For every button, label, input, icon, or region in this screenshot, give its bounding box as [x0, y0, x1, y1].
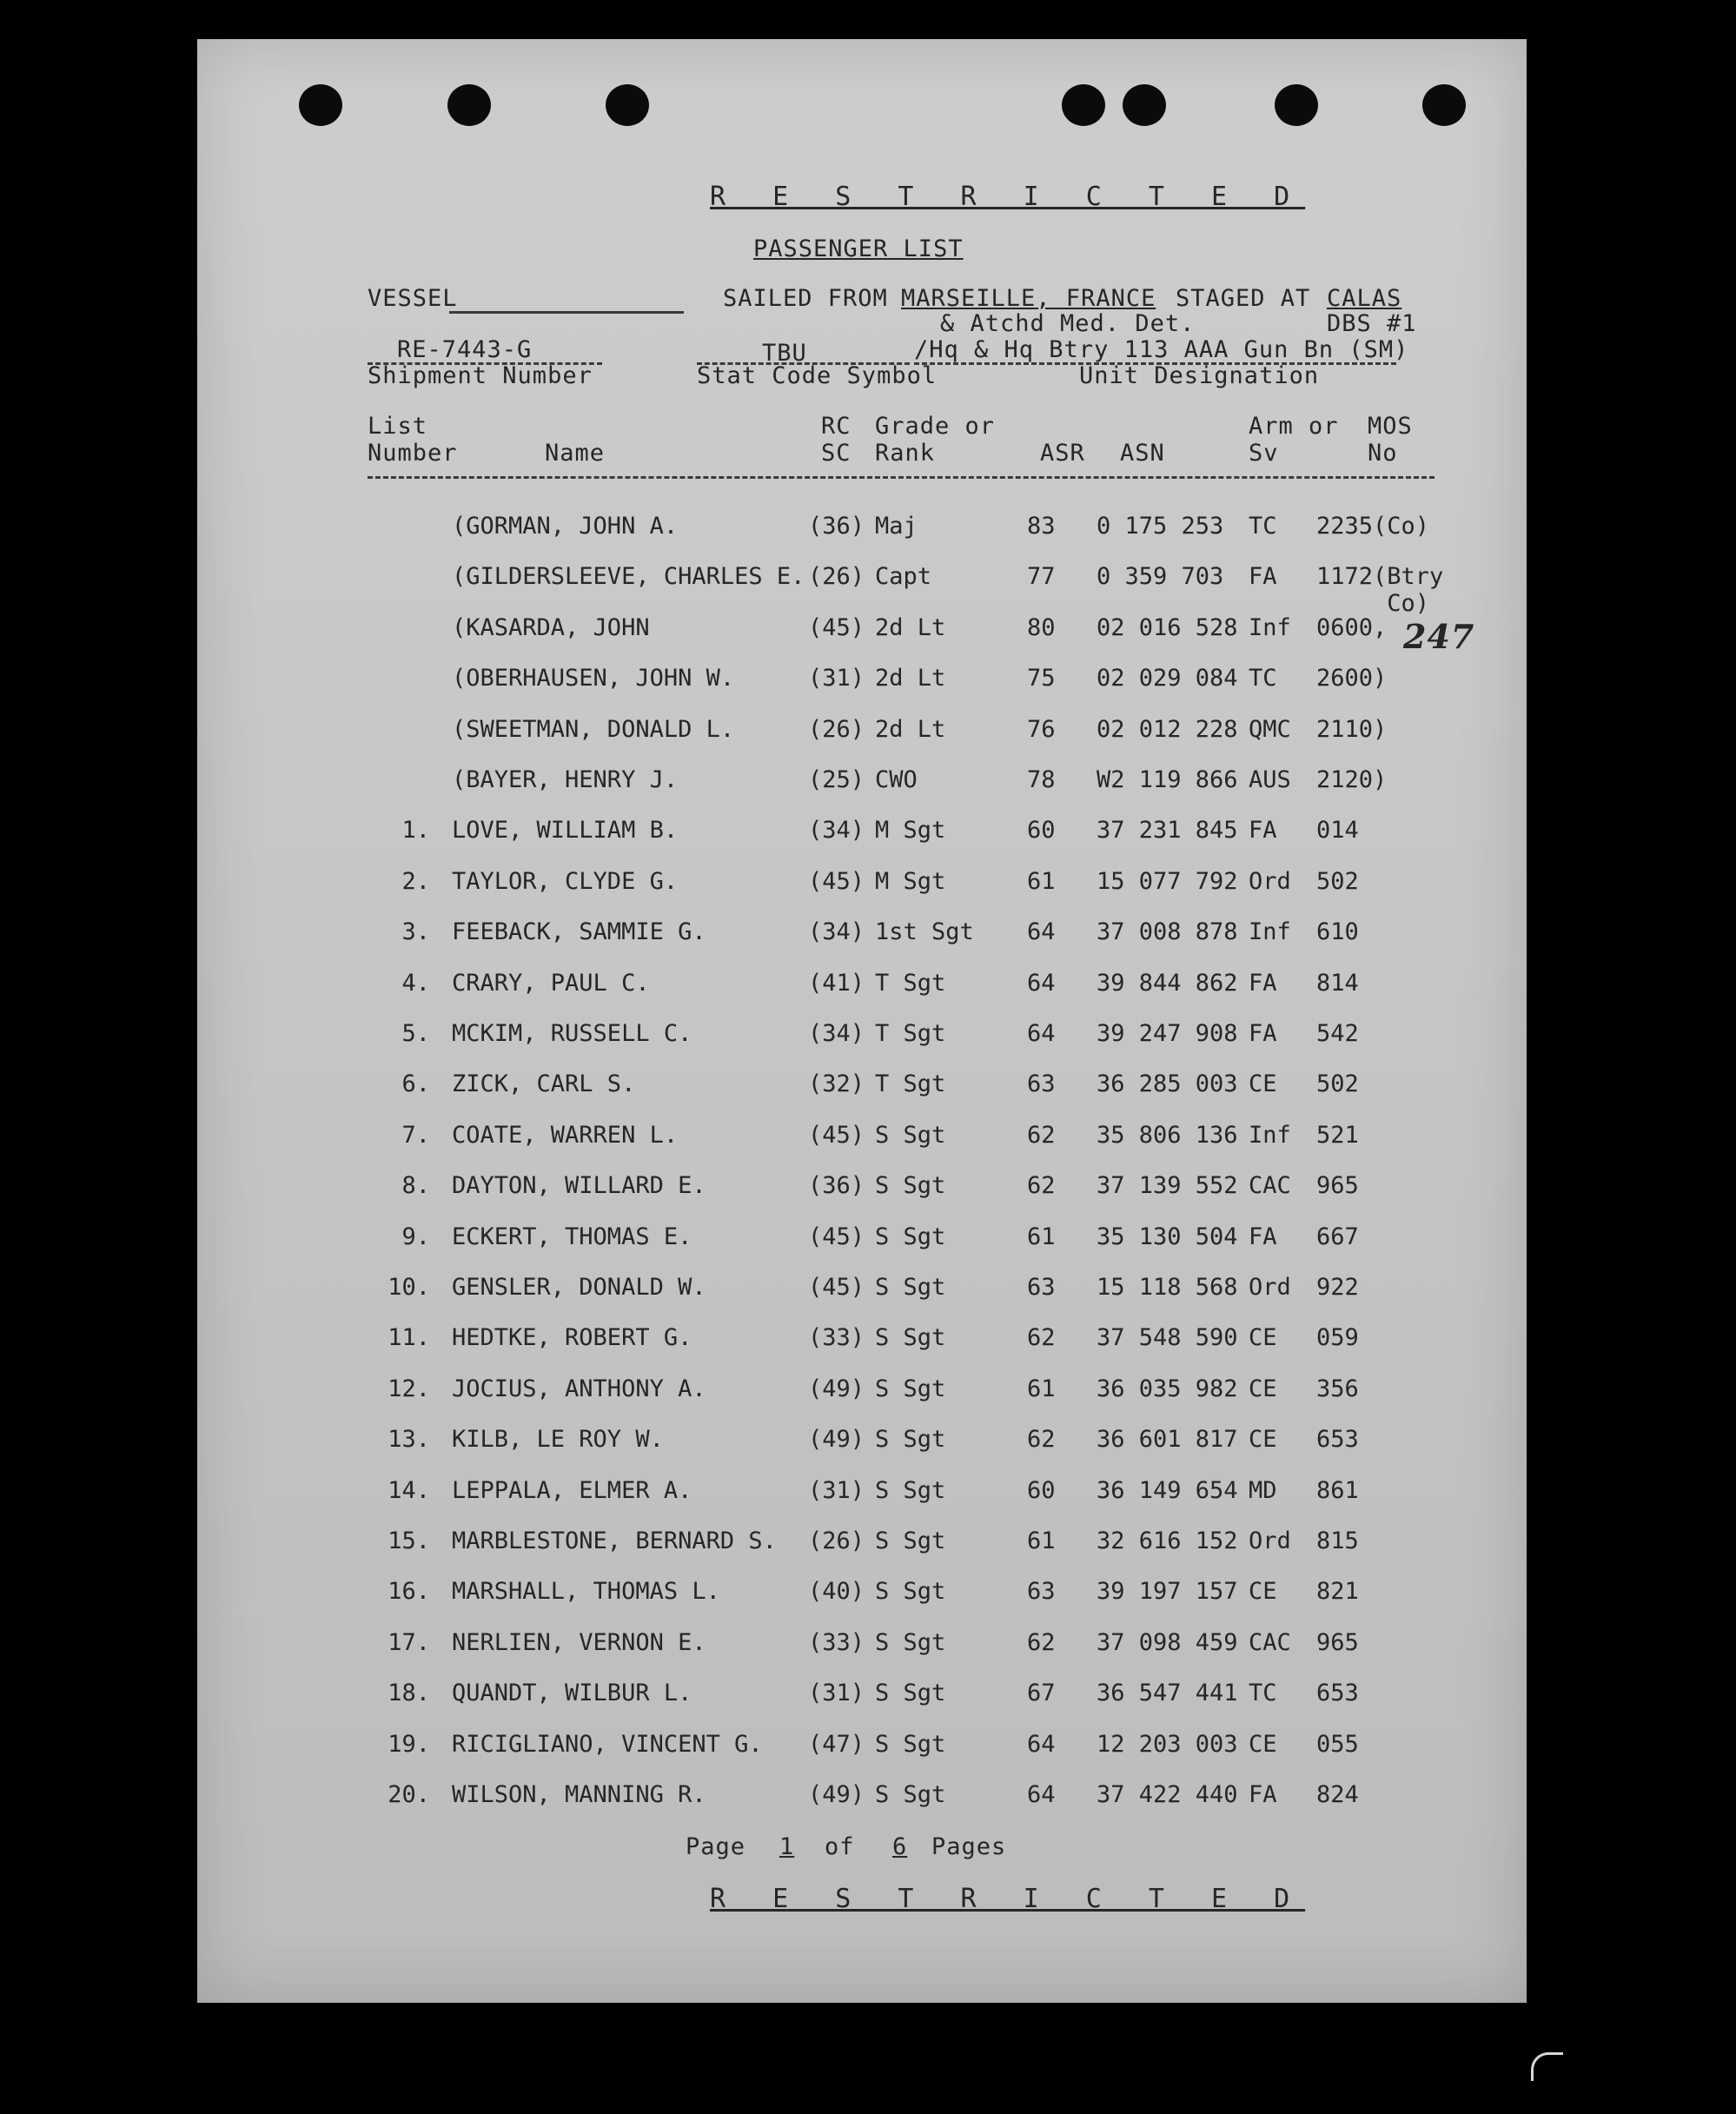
row-asr: 64	[1027, 1020, 1056, 1047]
row-rc-sc: (33)	[808, 1324, 865, 1352]
row-list-number: 14.	[388, 1476, 430, 1504]
row-asn: 36 285 003	[1097, 1070, 1238, 1098]
table-row	[197, 1020, 1527, 1055]
row-grade: M Sgt	[875, 867, 946, 895]
row-name: COATE, WARREN L.	[452, 1121, 679, 1149]
row-asn: 0 359 703	[1097, 563, 1224, 591]
row-asr: 63	[1027, 1578, 1056, 1606]
row-grade: S Sgt	[875, 1375, 946, 1402]
row-asr: 61	[1027, 1375, 1056, 1402]
row-mos: 2110)	[1316, 715, 1388, 743]
table-row	[197, 817, 1527, 852]
row-arm: CAC	[1249, 1628, 1291, 1656]
page-current: 1	[779, 1833, 795, 1860]
row-rc-sc: (31)	[808, 665, 865, 693]
row-asr: 80	[1027, 613, 1056, 641]
row-asr: 63	[1027, 1274, 1056, 1301]
row-grade: S Sgt	[875, 1781, 946, 1808]
row-arm: AUS	[1249, 766, 1291, 793]
row-arm: FA	[1249, 563, 1277, 591]
row-arm: Inf	[1249, 918, 1291, 946]
row-rc-sc: (45)	[808, 1274, 865, 1301]
row-asr: 62	[1027, 1121, 1056, 1149]
row-rc-sc: (34)	[808, 1020, 865, 1047]
row-name: DAYTON, WILLARD E.	[452, 1172, 706, 1200]
row-mos: 922	[1316, 1274, 1359, 1301]
staged-at-value: CALAS	[1327, 285, 1402, 312]
row-rc-sc: (31)	[808, 1476, 865, 1504]
row-asr: 64	[1027, 1730, 1056, 1758]
table-row	[197, 1274, 1527, 1309]
row-grade: Capt	[875, 563, 932, 591]
row-grade: 1st Sgt	[875, 918, 974, 946]
row-asn: 37 098 459	[1097, 1628, 1238, 1656]
vessel-label: VESSEL	[368, 285, 458, 312]
punch-hole	[1422, 84, 1466, 126]
of-label: of	[825, 1833, 855, 1860]
row-rc-sc: (31)	[808, 1680, 865, 1707]
col-header-asr: ASR	[1040, 440, 1085, 467]
row-asr: 77	[1027, 563, 1056, 591]
row-grade: S Sgt	[875, 1324, 946, 1352]
row-name: (SWEETMAN, DONALD L.	[452, 715, 735, 743]
row-asr: 62	[1027, 1628, 1056, 1656]
row-rc-sc: (26)	[808, 563, 865, 591]
col-header-asn: ASN	[1120, 440, 1165, 467]
row-list-number: 3.	[401, 918, 430, 946]
row-asn: 36 035 982	[1097, 1375, 1238, 1402]
punch-hole	[447, 84, 491, 126]
row-mos: 667	[1316, 1223, 1359, 1250]
row-asr: 64	[1027, 1781, 1056, 1808]
row-rc-sc: (49)	[808, 1375, 865, 1402]
stat-code-label: Stat Code Symbol	[697, 362, 938, 389]
row-mos: 965	[1316, 1172, 1359, 1200]
row-mos: 521	[1316, 1121, 1359, 1149]
row-asn: 0 175 253	[1097, 513, 1224, 540]
table-row	[197, 513, 1527, 547]
row-list-number: 9.	[401, 1223, 430, 1250]
table-row	[197, 1629, 1527, 1664]
row-rc-sc: (45)	[808, 1121, 865, 1149]
row-asr: 76	[1027, 715, 1056, 743]
table-row	[197, 868, 1527, 903]
row-mos: 014	[1316, 817, 1359, 845]
row-asr: 64	[1027, 969, 1056, 997]
row-list-number: 1.	[401, 817, 430, 845]
row-list-number: 16.	[388, 1578, 430, 1606]
row-list-number: 11.	[388, 1324, 430, 1352]
row-mos: 2120)	[1316, 766, 1388, 793]
row-arm: CE	[1249, 1324, 1277, 1352]
unit-designation-label: Unit Designation	[1079, 362, 1320, 389]
row-asn: 35 130 504	[1097, 1223, 1238, 1250]
row-name: TAYLOR, CLYDE G.	[452, 867, 679, 895]
sailed-from-value: MARSEILLE, FRANCE	[901, 285, 1156, 312]
table-row	[197, 1070, 1527, 1105]
row-list-number: 19.	[388, 1730, 430, 1758]
shipment-number-label: Shipment Number	[368, 362, 593, 389]
row-asn: 15 077 792	[1097, 867, 1238, 895]
row-list-number: 17.	[388, 1628, 430, 1656]
row-mos: 356	[1316, 1375, 1359, 1402]
row-name: (GORMAN, JOHN A.	[452, 513, 679, 540]
row-grade: S Sgt	[875, 1476, 946, 1504]
row-asn: 37 008 878	[1097, 918, 1238, 946]
row-asn: 39 247 908	[1097, 1020, 1238, 1047]
table-row	[197, 1578, 1527, 1613]
row-asn: 15 118 568	[1097, 1274, 1238, 1301]
row-rc-sc: (34)	[808, 918, 865, 946]
row-arm: CE	[1249, 1426, 1277, 1454]
row-arm: Ord	[1249, 867, 1291, 895]
row-list-number: 7.	[401, 1121, 430, 1149]
row-grade: S Sgt	[875, 1680, 946, 1707]
row-asn: 37 422 440	[1097, 1781, 1238, 1808]
row-mos: 059	[1316, 1324, 1359, 1352]
col-header-mos: MOS No	[1368, 413, 1413, 467]
row-mos: 965	[1316, 1628, 1359, 1656]
page-total: 6	[892, 1833, 908, 1860]
row-name: (GILDERSLEEVE, CHARLES E.	[452, 563, 805, 591]
row-arm: TC	[1249, 665, 1277, 693]
row-asn: W2 119 866	[1097, 766, 1238, 793]
row-mos: 0600,	[1316, 613, 1388, 641]
row-arm: CE	[1249, 1375, 1277, 1402]
row-asr: 63	[1027, 1070, 1056, 1098]
row-grade: S Sgt	[875, 1172, 946, 1200]
row-grade: T Sgt	[875, 969, 946, 997]
row-list-number: 10.	[388, 1274, 430, 1301]
punch-hole	[1123, 84, 1166, 126]
row-asr: 67	[1027, 1680, 1056, 1707]
stat-code-value: TBU	[762, 340, 807, 367]
row-name: QUANDT, WILBUR L.	[452, 1680, 692, 1707]
row-rc-sc: (32)	[808, 1070, 865, 1098]
corner-mark	[1531, 2052, 1563, 2081]
col-header-name: Name	[545, 440, 606, 467]
row-rc-sc: (26)	[808, 715, 865, 743]
table-row	[197, 1680, 1527, 1714]
row-arm: CE	[1249, 1730, 1277, 1758]
punch-hole	[606, 84, 649, 126]
page-label: Page	[686, 1833, 746, 1860]
table-row	[197, 665, 1527, 699]
row-name: JOCIUS, ANTHONY A.	[452, 1375, 706, 1402]
table-row	[197, 1223, 1527, 1258]
row-grade: 2d Lt	[875, 665, 946, 693]
table-row	[197, 1477, 1527, 1512]
row-asr: 62	[1027, 1324, 1056, 1352]
classification-header: R E S T R I C T E D	[710, 182, 1306, 212]
row-grade: S Sgt	[875, 1223, 946, 1250]
row-rc-sc: (45)	[808, 1223, 865, 1250]
row-name: MARSHALL, THOMAS L.	[452, 1578, 720, 1606]
row-mos: 815	[1316, 1528, 1359, 1554]
row-rc-sc: (40)	[808, 1578, 865, 1606]
row-asr: 64	[1027, 918, 1056, 946]
row-name: CRARY, PAUL C.	[452, 969, 650, 997]
punch-hole	[1062, 84, 1105, 126]
table-row	[197, 766, 1527, 801]
row-list-number: 5.	[401, 1020, 430, 1047]
punch-hole	[299, 84, 342, 126]
row-list-number: 8.	[401, 1172, 430, 1200]
row-grade: S Sgt	[875, 1730, 946, 1758]
row-rc-sc: (49)	[808, 1781, 865, 1808]
row-asn: 39 844 862	[1097, 969, 1238, 997]
staged-at-label: STAGED AT	[1176, 285, 1311, 312]
row-list-number: 2.	[401, 867, 430, 895]
row-list-number: 6.	[401, 1070, 430, 1098]
col-header-grade: Grade or Rank	[875, 413, 996, 467]
table-row	[197, 1426, 1527, 1461]
row-arm: CE	[1249, 1070, 1277, 1098]
row-name: (BAYER, HENRY J.	[452, 766, 679, 793]
row-asn: 37 231 845	[1097, 817, 1238, 845]
unit-designation-value: /Hq & Hq Btry 113 AAA Gun Bn (SM)	[914, 336, 1409, 363]
table-row	[197, 1731, 1527, 1766]
row-mos: 610	[1316, 918, 1359, 946]
row-name: GENSLER, DONALD W.	[452, 1274, 706, 1301]
row-grade: T Sgt	[875, 1070, 946, 1098]
row-arm: QMC	[1249, 715, 1291, 743]
row-asr: 60	[1027, 1476, 1056, 1504]
table-row	[197, 614, 1527, 649]
attached-unit: & Atchd Med. Det.	[940, 310, 1196, 337]
row-rc-sc: (34)	[808, 817, 865, 845]
row-asr: 61	[1027, 867, 1056, 895]
row-list-number: 12.	[388, 1375, 430, 1402]
row-grade: S Sgt	[875, 1274, 946, 1301]
row-list-number: 18.	[388, 1680, 430, 1707]
row-mos: 542	[1316, 1020, 1359, 1047]
row-grade: S Sgt	[875, 1121, 946, 1149]
col-header-rc-sc: RC SC	[821, 413, 851, 467]
row-grade: 2d Lt	[875, 613, 946, 641]
table-row	[197, 563, 1527, 618]
table-row	[197, 1324, 1527, 1359]
row-name: LOVE, WILLIAM B.	[452, 817, 679, 845]
dbs-number: DBS #1	[1327, 310, 1417, 337]
row-arm: FA	[1249, 1020, 1277, 1047]
row-arm: TC	[1249, 1680, 1277, 1707]
form-title: PASSENGER LIST	[753, 235, 964, 262]
row-mos: 653	[1316, 1426, 1359, 1454]
row-rc-sc: (41)	[808, 969, 865, 997]
sailed-from-label: SAILED FROM	[723, 285, 888, 312]
row-mos: 2235(Co)	[1316, 513, 1430, 540]
row-rc-sc: (45)	[808, 867, 865, 895]
row-asr: 61	[1027, 1223, 1056, 1250]
handwritten-page-number: 247	[1403, 617, 1475, 656]
row-grade: S Sgt	[875, 1528, 946, 1554]
row-arm: FA	[1249, 1781, 1277, 1808]
row-asr: 75	[1027, 665, 1056, 693]
row-grade: M Sgt	[875, 817, 946, 845]
row-rc-sc: (36)	[808, 513, 865, 540]
row-rc-sc: (25)	[808, 766, 865, 793]
row-arm: CAC	[1249, 1172, 1291, 1200]
row-arm: Inf	[1249, 613, 1291, 641]
row-asr: 83	[1027, 513, 1056, 540]
row-asn: 37 548 590	[1097, 1324, 1238, 1352]
row-mos: 814	[1316, 969, 1359, 997]
row-name: RICIGLIANO, VINCENT G.	[452, 1730, 763, 1758]
table-row	[197, 918, 1527, 953]
row-asn: 02 012 228	[1097, 715, 1238, 743]
row-list-number: 15.	[388, 1528, 430, 1554]
row-name: MARBLESTONE, BERNARD S.	[452, 1528, 777, 1554]
row-mos: 1172(Btry Co)	[1316, 563, 1444, 618]
row-name: ZICK, CARL S.	[452, 1070, 636, 1098]
row-name: ECKERT, THOMAS E.	[452, 1223, 692, 1250]
row-name: KILB, LE ROY W.	[452, 1426, 664, 1454]
row-arm: TC	[1249, 513, 1277, 540]
row-rc-sc: (33)	[808, 1628, 865, 1656]
table-row	[197, 716, 1527, 751]
header-divider	[368, 476, 1435, 479]
row-asr: 62	[1027, 1426, 1056, 1454]
row-arm: Ord	[1249, 1274, 1291, 1301]
table-row	[197, 1122, 1527, 1156]
row-name: WILSON, MANNING R.	[452, 1781, 706, 1808]
row-grade: T Sgt	[875, 1020, 946, 1047]
row-rc-sc: (49)	[808, 1426, 865, 1454]
row-arm: MD	[1249, 1476, 1277, 1504]
row-asn: 02 016 528	[1097, 613, 1238, 641]
row-grade: S Sgt	[875, 1578, 946, 1606]
row-name: HEDTKE, ROBERT G.	[452, 1324, 692, 1352]
row-arm: CE	[1249, 1578, 1277, 1606]
row-arm: FA	[1249, 817, 1277, 845]
row-name: (KASARDA, JOHN	[452, 613, 650, 641]
row-mos: 861	[1316, 1476, 1359, 1504]
row-grade: 2d Lt	[875, 715, 946, 743]
punch-hole	[1275, 84, 1318, 126]
row-asr: 78	[1027, 766, 1056, 793]
row-mos: 502	[1316, 1070, 1359, 1098]
row-list-number: 20.	[388, 1781, 430, 1808]
row-asn: 35 806 136	[1097, 1121, 1238, 1149]
table-row	[197, 970, 1527, 1004]
row-arm: Inf	[1249, 1121, 1291, 1149]
classification-footer: R E S T R I C T E D	[710, 1884, 1306, 1914]
pages-label: Pages	[931, 1833, 1007, 1860]
col-header-arm: Arm or Sv	[1249, 413, 1339, 467]
row-arm: Ord	[1249, 1528, 1291, 1554]
row-asr: 62	[1027, 1172, 1056, 1200]
row-mos: 055	[1316, 1730, 1359, 1758]
table-row	[197, 1375, 1527, 1410]
row-name: LEPPALA, ELMER A.	[452, 1476, 692, 1504]
row-mos: 821	[1316, 1578, 1359, 1606]
table-row	[197, 1781, 1527, 1816]
row-mos: 502	[1316, 867, 1359, 895]
row-list-number: 13.	[388, 1426, 430, 1454]
row-rc-sc: (45)	[808, 613, 865, 641]
row-grade: CWO	[875, 766, 918, 793]
row-mos: 2600)	[1316, 665, 1388, 693]
row-asn: 12 203 003	[1097, 1730, 1238, 1758]
table-row	[197, 1528, 1527, 1562]
row-list-number: 4.	[401, 969, 430, 997]
row-name: MCKIM, RUSSELL C.	[452, 1020, 692, 1047]
row-rc-sc: (36)	[808, 1172, 865, 1200]
row-asn: 02 029 084	[1097, 665, 1238, 693]
row-arm: FA	[1249, 1223, 1277, 1250]
vessel-line	[449, 311, 684, 314]
row-asn: 32 616 152	[1097, 1528, 1238, 1554]
row-asn: 39 197 157	[1097, 1578, 1238, 1606]
row-rc-sc: (47)	[808, 1730, 865, 1758]
row-arm: FA	[1249, 969, 1277, 997]
row-name: NERLIEN, VERNON E.	[452, 1628, 706, 1656]
row-asn: 37 139 552	[1097, 1172, 1238, 1200]
row-grade: S Sgt	[875, 1426, 946, 1454]
row-name: (OBERHAUSEN, JOHN W.	[452, 665, 735, 693]
shipment-number-value: RE-7443-G	[397, 336, 533, 363]
row-mos: 653	[1316, 1680, 1359, 1707]
row-asr: 60	[1027, 817, 1056, 845]
document-page	[197, 39, 1527, 2003]
row-grade: Maj	[875, 513, 918, 540]
row-asn: 36 547 441	[1097, 1680, 1238, 1707]
col-header-list-number: List Number	[368, 413, 458, 467]
row-asr: 61	[1027, 1528, 1056, 1554]
row-rc-sc: (26)	[808, 1528, 865, 1554]
row-asn: 36 601 817	[1097, 1426, 1238, 1454]
row-grade: S Sgt	[875, 1628, 946, 1656]
table-row	[197, 1172, 1527, 1207]
row-mos: 824	[1316, 1781, 1359, 1808]
row-name: FEEBACK, SAMMIE G.	[452, 918, 706, 946]
row-asn: 36 149 654	[1097, 1476, 1238, 1504]
